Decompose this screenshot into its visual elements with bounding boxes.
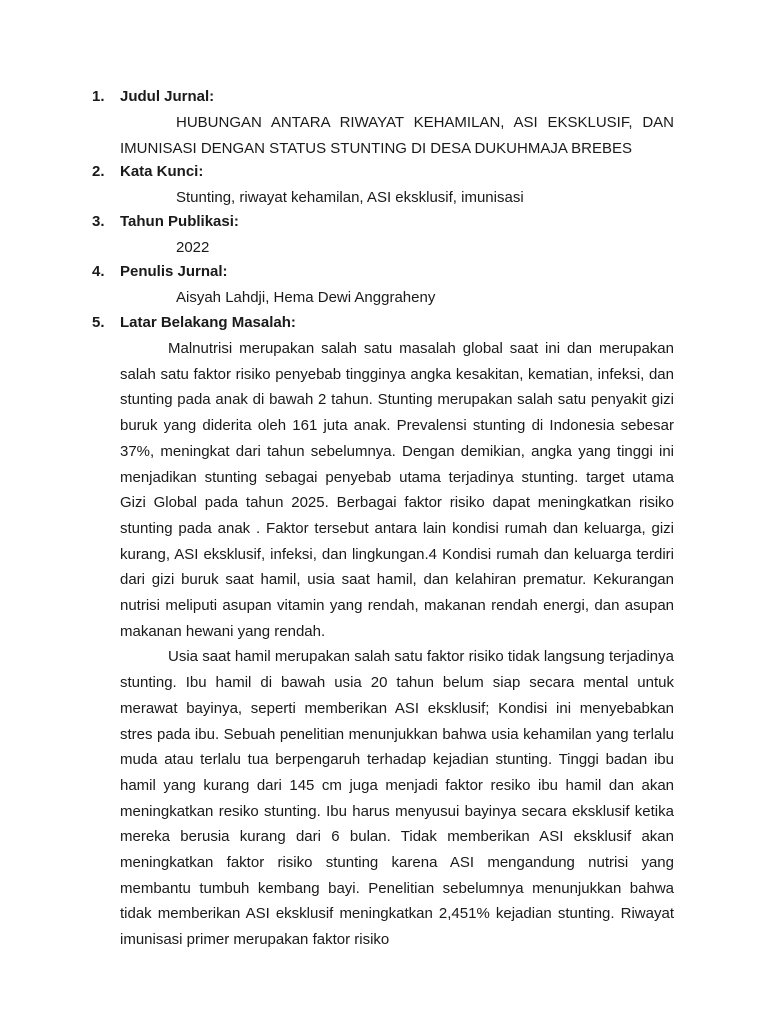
journal-title-value: HUBUNGAN ANTARA RIWAYAT KEHAMILAN, ASI EKSKLUSIF, DAN IMUNISASI DENGAN STATUS STUNTING DI DESA DUKUHMAJA BREBES [120, 114, 674, 157]
section-label: Kata Kunci: [120, 163, 204, 180]
section-heading [92, 310, 674, 336]
section-journal-title [92, 84, 674, 162]
section-heading [92, 259, 674, 285]
background-paragraph: Malnutrisi merupakan salah satu masalah global saat ini dan merupakan salah satu faktor risiko penyebab tingginya angka kesakitan, kematian, infeksi, dan stunting pada anak di bawah 2 tahun. Stunting merupakan salah satu penyakit gizi buruk yang diderita oleh 161 juta anak. Prevalensi stunting di Indonesia sebesar 37%, meningkat dari tahun sebelumnya. Dengan demikian, angka yang tinggi ini menjadikan stunting sebagai penyebab utama terjadinya stunting. target utama Gizi Global pada tahun 2025. Berbagai faktor risiko dapat meningkatkan risiko stunting pada anak . Faktor tersebut antara lain kondisi rumah dan keluarga, gizi kurang, ASI eksklusif, infeksi, dan lingkungan.4 Kondisi rumah dan keluarga terdiri dari gizi buruk saat hamil, usia saat hamil, dan kelahiran prematur. Kekurangan nutrisi meliputi asupan vitamin yang rendah, makanan rendah energi, dan asupan makanan hewani yang rendah. [120, 340, 674, 640]
section-heading [92, 84, 674, 110]
section-label: Tahun Publikasi: [120, 213, 239, 230]
section-publication-year [92, 209, 674, 261]
section-label: Judul Jurnal: [120, 88, 215, 105]
keywords-value: Stunting, riwayat kehamilan, ASI eksklusif, imunisasi [176, 189, 524, 206]
section-authors [92, 259, 674, 311]
section-label: Penulis Jurnal: [120, 263, 228, 280]
publication-year-value: 2022 [176, 239, 210, 256]
section-label: Latar Belakang Masalah: [120, 314, 296, 331]
section-number: 2. [92, 163, 105, 180]
section-background [92, 310, 674, 953]
section-heading [92, 209, 674, 235]
background-paragraph: Usia saat hamil merupakan salah satu faktor risiko tidak langsung terjadinya stunting. Ibu hamil di bawah usia 20 tahun belum siap secara mental untuk merawat bayinya, seperti memberikan ASI eksklusif; Kondisi ini menyebabkan stres pada ibu. Sebuah penelitian menunjukkan bahwa usia kehamilan yang terlalu muda atau terlalu tua berpengaruh terhadap kejadian stunting. Tinggi badan ibu hamil yang kurang dari 145 cm juga menjadi faktor resiko ibu hamil dan akan meningkatkan resiko stunting. Ibu harus menyusui bayinya secara eksklusif ketika mereka berusia kurang dari 6 bulan. Tidak memberikan ASI eksklusif akan meningkatkan faktor risiko stunting karena ASI mengandung nutrisi yang membantu tumbuh kembang bayi. Penelitian sebelumnya menunjukkan bahwa tidak memberikan ASI eksklusif meningkatkan 2,451% kejadian stunting. Riwayat imunisasi primer merupakan faktor risiko [120, 648, 674, 949]
section-number: 4. [92, 263, 105, 280]
section-number: 1. [92, 88, 105, 105]
section-heading [92, 159, 674, 185]
section-number: 3. [92, 213, 105, 230]
section-keywords [92, 159, 674, 211]
section-number: 5. [92, 314, 105, 331]
authors-value: Aisyah Lahdji, Hema Dewi Anggraheny [176, 289, 436, 306]
